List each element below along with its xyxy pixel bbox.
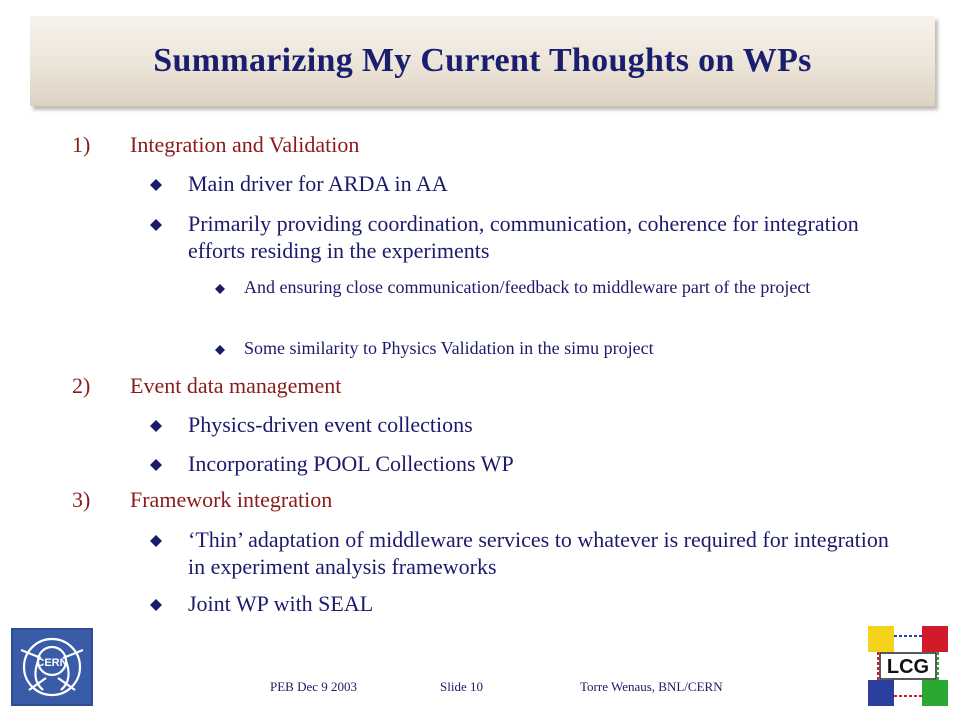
diamond-bullet-icon (150, 420, 162, 432)
footer-meeting: PEB Dec 9 2003 (270, 679, 358, 694)
item-number: 2) (72, 373, 91, 398)
item-heading: Event data management (130, 373, 342, 398)
slide-title: Summarizing My Current Thoughts on WPs (153, 42, 812, 79)
bullet-text: Incorporating POOL Collections WP (188, 451, 514, 476)
diamond-bullet-icon (215, 284, 225, 294)
svg-text:CERN: CERN (36, 657, 68, 669)
bullet-text: Physics-driven event collections (188, 412, 473, 437)
item-number: 3) (72, 487, 91, 512)
item-heading: Integration and Validation (130, 132, 360, 157)
footer-slide-number: Slide 10 (440, 679, 483, 694)
lcg-logo (866, 624, 950, 708)
sub-bullet-text: And ensuring close communication/feedback to middleware part of the project (244, 277, 811, 297)
bullet-text: Primarily providing coordination, communication, coherence for integration efforts residing in the experiments (188, 211, 859, 263)
diamond-bullet-icon (150, 459, 162, 471)
diamond-bullet-icon (150, 535, 162, 547)
item-number: 1) (72, 132, 91, 157)
diamond-bullet-icon (150, 219, 162, 231)
footer-author: Torre Wenaus, BNL/CERN (580, 679, 723, 694)
item-heading: Framework integration (130, 487, 333, 512)
bullet-text: ‘Thin’ adaptation of middleware services to whatever is required for integration in experiment analysis frameworks (188, 527, 889, 579)
diamond-bullet-icon (215, 345, 225, 355)
diamond-bullet-icon (150, 599, 162, 611)
svg-text:LCG: LCG (886, 656, 930, 678)
cern-logo (11, 628, 93, 706)
bullet-text: Main driver for ARDA in AA (188, 171, 448, 196)
diamond-bullet-icon (150, 179, 162, 191)
bullet-text: Joint WP with SEAL (188, 591, 374, 616)
sub-bullet-text: Some similarity to Physics Validation in the simu project (244, 338, 654, 358)
